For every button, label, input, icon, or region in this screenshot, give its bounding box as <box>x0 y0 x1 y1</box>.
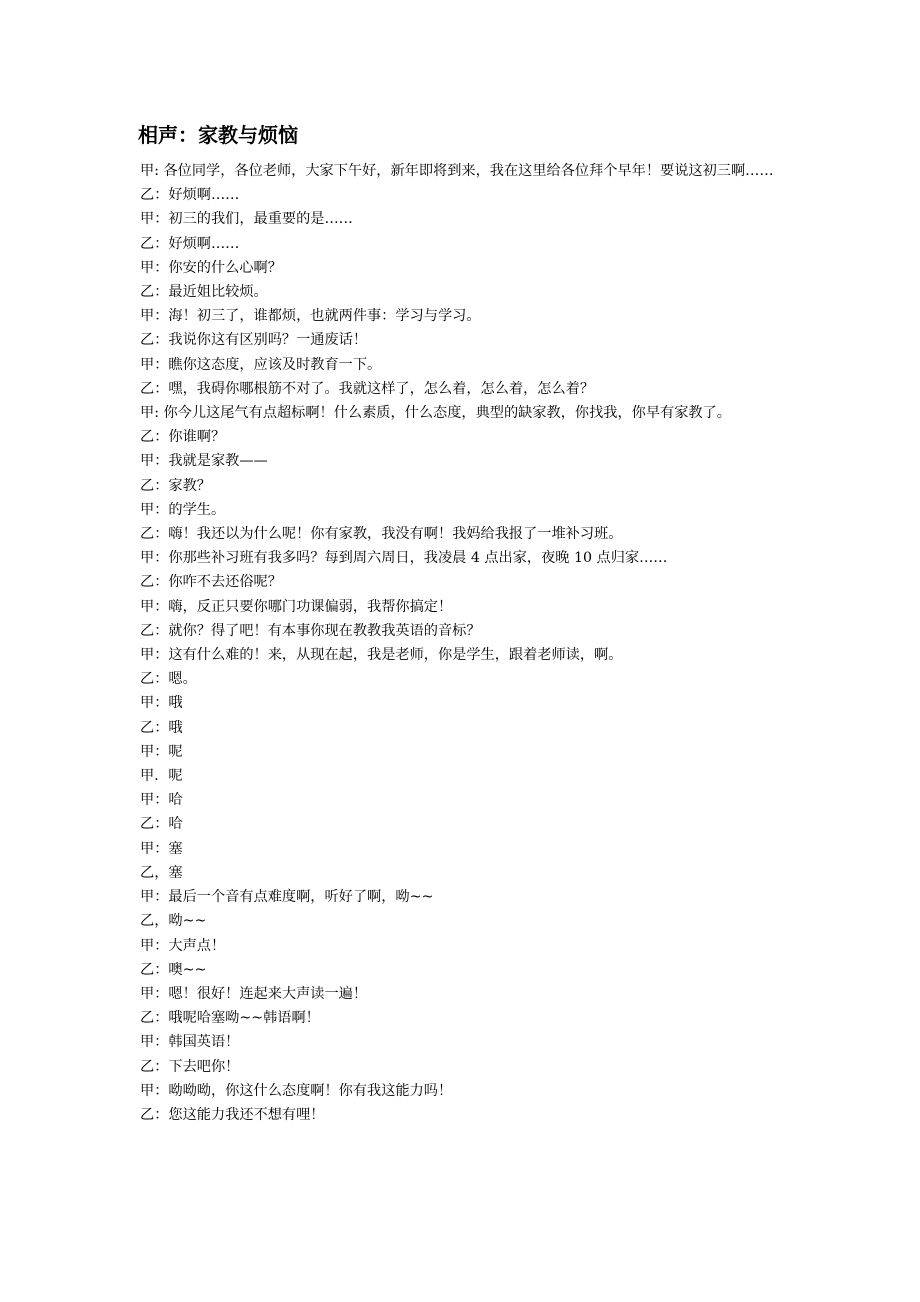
dialogue-line: 甲：初三的我们，最重要的是…… <box>140 211 353 228</box>
dialogue-line: 乙：你咋不去还俗呢？ <box>140 574 282 591</box>
dialogue-line: 乙：最近姐比较烦。 <box>140 284 268 301</box>
dialogue-line: 乙：您这能力我还不想有哩！ <box>140 1106 325 1123</box>
dialogue-line: 乙：家教？ <box>140 477 211 494</box>
dialogue-line: 甲: 你今儿这尾气有点超标啊！什么素质，什么态度，典型的缺家教，你找我，你早有家教了。 <box>140 405 731 422</box>
dialogue-line: 甲：塞 <box>140 840 183 857</box>
dialogue-list <box>140 159 785 1127</box>
page-title: 相声：家教与烦恼 <box>138 123 298 147</box>
dialogue-line: 甲：大声点！ <box>140 937 226 954</box>
dialogue-line: 甲：的学生。 <box>140 501 226 518</box>
dialogue-line: 甲：呦呦呦，你这什么态度啊！你有我这能力吗！ <box>140 1082 453 1099</box>
dialogue-line: 甲：我就是家教—— <box>140 453 268 470</box>
dialogue-line: 乙：下去吧你！ <box>140 1058 240 1075</box>
dialogue-line: 甲: 各位同学，各位老师，大家下午好，新年即将到来，我在这里给各位拜个早年！要说这初三啊…… <box>140 163 774 179</box>
dialogue-line: 甲：海！初三了，谁都烦，也就两件事：学习与学习。 <box>140 308 481 325</box>
dialogue-line: 甲：瞧你这态度，应该及时教育一下。 <box>140 356 382 373</box>
dialogue-line: 甲：最后一个音有点难度啊，听好了啊，呦~~ <box>140 889 434 906</box>
dialogue-line: 乙：好烦啊…… <box>140 235 240 252</box>
dialogue-line: 乙：你谁啊？ <box>140 429 226 446</box>
dialogue-line: 乙：好烦啊…… <box>140 187 240 204</box>
dialogue-line: 甲：你安的什么心啊？ <box>140 259 282 276</box>
dialogue-line: 甲．呢 <box>140 768 183 785</box>
dialogue-line: 乙：哦 <box>140 719 183 736</box>
dialogue-line: 甲：你那些补习班有我多吗？每到周六周日，我凌晨 4 点出家，夜晚 10 点归家…… <box>140 550 668 567</box>
dialogue-line: 甲：嗯！很好！连起来大声读一遍！ <box>140 985 368 1002</box>
dialogue-line: 乙：嗯。 <box>140 671 197 688</box>
dialogue-line: 乙：哈 <box>140 816 183 833</box>
dialogue-line: 甲：哈 <box>140 792 183 809</box>
dialogue-line: 乙：就你？得了吧！有本事你现在教教我英语的音标？ <box>140 622 481 639</box>
dialogue-line: 乙，塞 <box>140 864 183 881</box>
dialogue-line: 甲：呢 <box>140 743 183 760</box>
dialogue-line: 甲：哦 <box>140 695 183 712</box>
dialogue-line: 乙：嘿，我碍你哪根筋不对了。我就这样了，怎么着，怎么着，怎么着？ <box>140 380 595 397</box>
dialogue-line: 甲：这有什么难的！来，从现在起，我是老师，你是学生，跟着老师读，啊。 <box>140 647 623 664</box>
dialogue-line: 甲：韩国英语！ <box>140 1034 240 1051</box>
dialogue-line: 乙：我说你这有区别吗？一通废话！ <box>140 332 368 349</box>
dialogue-line: 乙：噢~~ <box>140 961 207 978</box>
dialogue-line: 乙：嗨！我还以为什么呢！你有家教，我没有啊！我妈给我报了一堆补习班。 <box>140 526 623 543</box>
dialogue-line: 乙：哦呢哈塞呦~~韩语啊！ <box>140 1010 320 1027</box>
dialogue-line: 乙，呦~~ <box>140 913 207 930</box>
dialogue-line: 甲：嗨，反正只要你哪门功课偏弱，我帮你搞定！ <box>140 598 453 615</box>
